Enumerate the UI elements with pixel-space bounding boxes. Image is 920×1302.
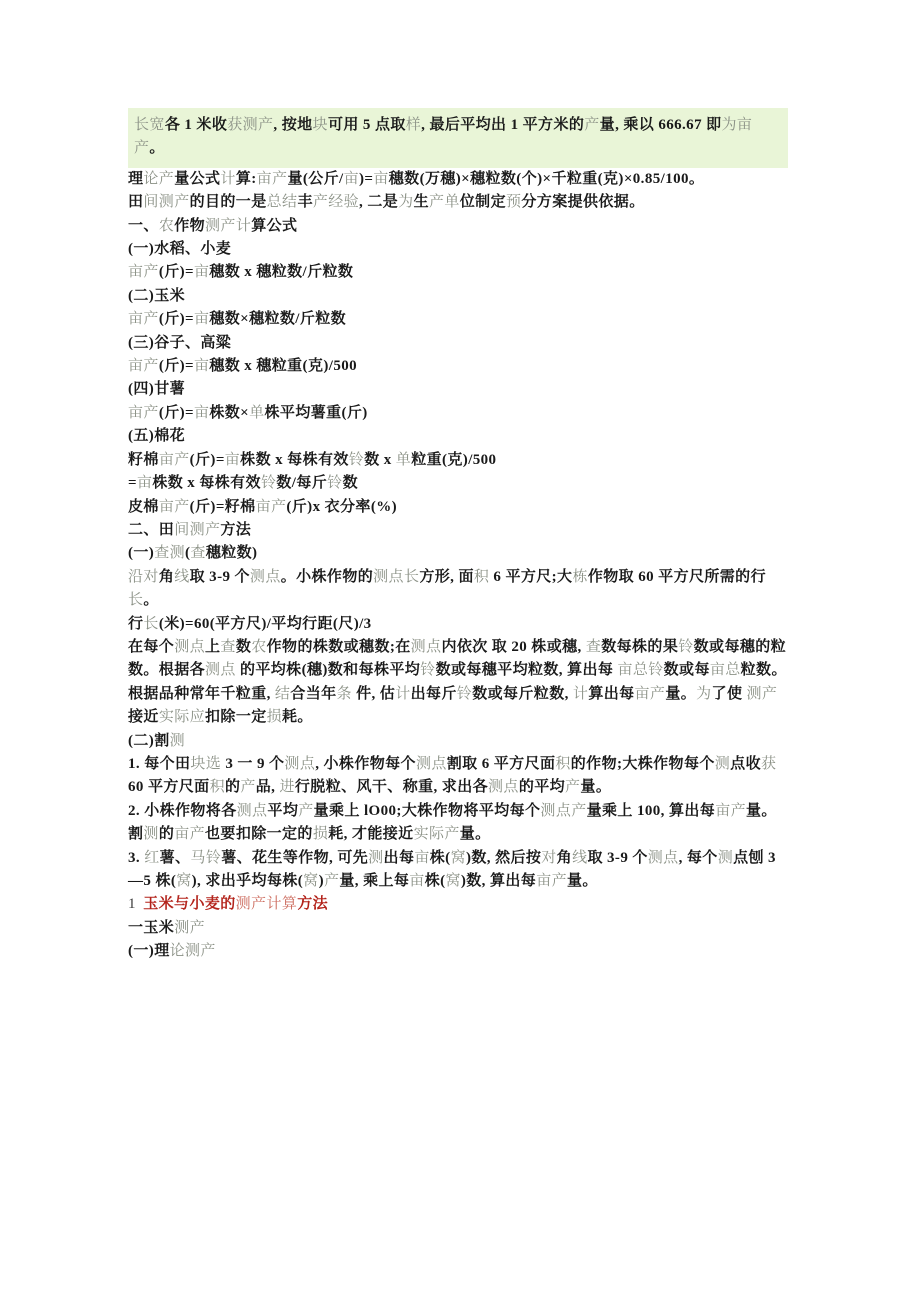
text-run: 量。 xyxy=(665,685,697,702)
text-run: 块 xyxy=(312,117,328,133)
text-run: )数, 然后按 xyxy=(465,849,542,866)
text-run: 亩 xyxy=(193,264,210,281)
text-run: 数 x xyxy=(364,451,396,468)
text-run: 窝 xyxy=(450,849,466,866)
text-run: 亩产 xyxy=(128,358,159,375)
text-run: 计 xyxy=(220,170,236,187)
text-run: 合当年 xyxy=(290,685,337,702)
text-run: 株平均薯重(斤) xyxy=(264,404,368,421)
text-run: 薯、 xyxy=(159,849,191,866)
text-run: 论产 xyxy=(143,170,175,187)
text-run: 测点 xyxy=(205,662,236,679)
text-run: 积 xyxy=(555,755,571,772)
text-run: 算出每 xyxy=(588,685,635,702)
text-run: 取 3-9 个 xyxy=(189,568,250,585)
text-run: 间测产 xyxy=(143,194,190,211)
text-run: 也要扣除一定的 xyxy=(205,826,313,843)
text-run: 量公式 xyxy=(174,170,221,187)
text-run: 的 xyxy=(158,826,175,843)
text-run: 测 xyxy=(143,826,159,843)
text-run: 量。 xyxy=(459,826,491,843)
text-run: 方法 xyxy=(297,896,329,913)
text-run: 皮棉 xyxy=(128,498,159,515)
text-run: 穗数×穗粒数/斤粒数 xyxy=(209,311,347,328)
text-run: 1. 每个田 xyxy=(128,755,191,772)
text-run: 条 xyxy=(336,685,352,702)
formula-rice-wheat xyxy=(128,261,788,284)
text-run: 出每斤 xyxy=(410,685,457,702)
text-run: 线 xyxy=(174,568,190,585)
row-length-formula xyxy=(128,613,788,636)
text-run: 各 1 米收 xyxy=(164,117,228,133)
text-run: 查 xyxy=(220,638,236,655)
text-run: 测点长 xyxy=(373,568,420,585)
text-run: 60 平方尺面 xyxy=(128,779,210,796)
text-run: 计 xyxy=(572,685,589,702)
text-run: 1 xyxy=(128,896,144,913)
formula-cotton-seed-2 xyxy=(128,472,788,495)
text-run: 计 xyxy=(395,685,411,702)
text-run: 理 xyxy=(128,170,144,187)
crop-millet-sorghum xyxy=(128,332,788,355)
text-run: 产 xyxy=(565,779,581,796)
section-one-heading xyxy=(128,215,788,238)
text-run: 亩产 xyxy=(128,404,159,421)
text-run: 测 xyxy=(714,755,731,772)
text-run: 平均 xyxy=(267,802,299,819)
text-run: 数或每斤粒数, xyxy=(472,685,573,702)
text-run: 测 xyxy=(368,849,384,866)
text-run: 取 3-9 个 xyxy=(587,849,648,866)
formula-millet-sorghum xyxy=(128,355,788,378)
text-run: 获 xyxy=(760,755,777,772)
text-run: 算: xyxy=(235,170,257,187)
text-run: 查测 xyxy=(154,545,186,562)
text-run: 窝 xyxy=(176,873,192,889)
text-run: )= xyxy=(359,170,374,187)
text-run: 铃 xyxy=(456,685,473,702)
text-run: 量乘上 100, 算出每 xyxy=(586,802,716,819)
text-run: 株数× xyxy=(209,404,250,421)
text-run: 田 xyxy=(128,194,144,211)
method-survey-para-2 xyxy=(128,636,788,730)
text-run: (五)棉花 xyxy=(128,428,185,445)
text-run: 扣除一定 xyxy=(205,709,267,726)
text-run: 为 xyxy=(398,194,414,211)
text-run: 点收 xyxy=(730,755,761,772)
text-run: 量, 乘上每 xyxy=(339,873,410,889)
text-run: 测点 xyxy=(174,638,206,655)
text-run: 3 一 9 个 xyxy=(221,755,285,772)
text-run: 损 xyxy=(312,826,329,843)
text-run: 实际产 xyxy=(413,826,460,843)
text-run: 亩 xyxy=(193,404,210,421)
text-run: , 按地 xyxy=(273,117,313,133)
text-run: 耗, 才能接近 xyxy=(328,826,414,843)
text-run: 亩 xyxy=(409,873,425,889)
text-run: 测产 xyxy=(746,685,778,702)
text-run: , 每个 xyxy=(678,849,718,866)
text-run: 亩 xyxy=(136,475,153,492)
text-run: 单 xyxy=(395,451,412,468)
text-run: (斤)=籽棉 xyxy=(189,498,256,515)
subheading-theoretical xyxy=(128,940,788,963)
text-run: (斤)= xyxy=(158,264,194,281)
text-run: 测产 xyxy=(174,919,206,936)
text-run: 数/每斤 xyxy=(276,475,328,492)
text-run: 3. xyxy=(128,849,145,866)
text-run: (一)水稻、小麦 xyxy=(128,241,232,258)
section-two-heading xyxy=(128,519,788,542)
text-run: 株( xyxy=(424,873,446,889)
text-run: 作物取 60 平方尺所需的行 xyxy=(587,568,766,585)
text-run: 红 xyxy=(144,849,160,866)
method-cut-heading xyxy=(128,730,788,753)
text-run: 上 xyxy=(205,638,221,655)
text-run: 量, 乘以 666.67 即 xyxy=(599,117,722,133)
text-run: ), 求出乎均每株( xyxy=(191,873,304,889)
text-run: 亩产 xyxy=(634,685,666,702)
text-run: 玉米与小麦的 xyxy=(143,896,236,913)
text-run: 测点 xyxy=(415,755,447,772)
text-run: 测产计 xyxy=(205,217,252,234)
text-run: 行脱粒、风干、称重, 求出各 xyxy=(294,779,488,796)
text-run: 量(公斤/ xyxy=(287,170,344,187)
text-run: 预 xyxy=(505,194,522,211)
text-run: 为 xyxy=(696,685,712,702)
theory-formula xyxy=(128,168,788,191)
text-run: 位制定 xyxy=(459,194,506,211)
text-run: 窝 xyxy=(303,873,319,889)
text-run: 亩产 xyxy=(174,826,206,843)
text-run: 测点 xyxy=(410,638,442,655)
intro-highlight xyxy=(128,108,788,168)
text-run: 株数 x 每株有效 xyxy=(240,451,349,468)
text-run: 测点 xyxy=(249,568,281,585)
text-run: 亩产 xyxy=(158,498,190,515)
text-run: 查 xyxy=(190,545,206,562)
text-run: 亩 xyxy=(193,311,210,328)
text-run: 铃 xyxy=(348,451,365,468)
text-run: 积 xyxy=(209,779,225,796)
text-run: 量。割 xyxy=(128,802,777,843)
text-run: 。 xyxy=(143,592,159,609)
text-run: 了使 xyxy=(711,685,747,702)
text-run: 数或每 xyxy=(663,662,710,679)
text-run: 。小株作物的 xyxy=(280,568,374,585)
text-run: 生 xyxy=(413,194,429,211)
text-run: 割取 6 平方尺面 xyxy=(446,755,556,772)
text-run: 产 xyxy=(323,873,340,889)
text-run: 接近 xyxy=(128,709,159,726)
text-run: 穗数 x 穗粒数/斤粒数 xyxy=(209,264,354,281)
text-run: 亩 xyxy=(224,451,241,468)
text-run: 块选 xyxy=(190,755,222,772)
text-run: 数每株的果 xyxy=(601,638,679,655)
text-run: 量。 xyxy=(580,779,612,796)
text-run: 间测产 xyxy=(174,521,221,538)
text-run: 品, xyxy=(255,779,280,796)
text-run: 产单 xyxy=(428,194,460,211)
subheading-corn xyxy=(128,917,788,940)
text-run: 长 xyxy=(128,592,144,609)
text-run: 铃 xyxy=(678,638,694,655)
method-cut-step-2 xyxy=(128,800,788,847)
text-run: 2. 小株作物将各 xyxy=(128,802,237,819)
text-run: 窝 xyxy=(445,873,461,889)
text-run: 亩总 xyxy=(709,662,741,679)
text-run: 单 xyxy=(249,404,265,421)
text-run: 薯、花生等作物, 可先 xyxy=(221,849,369,866)
text-run: 株数 x 每株有效 xyxy=(152,475,261,492)
text-run: 内依次 取 20 株或穗, xyxy=(441,638,586,655)
text-run: 量乘上 lO00;大株作物将平均每个 xyxy=(313,802,541,819)
text-run: 亩产 xyxy=(536,873,567,889)
text-run: 二、田 xyxy=(128,521,175,538)
text-run: 算公式 xyxy=(251,217,298,234)
text-run: , 最后平均出 1 平方米的 xyxy=(421,117,585,133)
text-run: , 小株作物每个 xyxy=(315,755,416,772)
text-run: , 二是 xyxy=(359,194,399,211)
text-run: 查 xyxy=(585,638,602,655)
text-run: (斤)= xyxy=(189,451,225,468)
text-run: (一) xyxy=(128,545,155,562)
text-run: 获测产 xyxy=(227,117,274,133)
formula-sweet-potato xyxy=(128,402,788,425)
text-run: 件, 估 xyxy=(351,685,396,702)
text-run: 在每个 xyxy=(128,638,175,655)
text-run: 样 xyxy=(405,117,422,133)
text-run: 粒重(克)/500 xyxy=(411,451,497,468)
text-run: 测点 xyxy=(488,779,519,796)
purpose-paragraph xyxy=(128,191,788,214)
text-run: 亩 xyxy=(193,358,210,375)
text-run: 总结 xyxy=(266,194,298,211)
text-run: 角 xyxy=(158,568,175,585)
text-run: 作物 xyxy=(174,217,206,234)
text-run: 的平均株(穗)数和每株平均 xyxy=(235,662,421,679)
text-run: 亩产 xyxy=(255,498,287,515)
text-run: 出每 xyxy=(383,849,415,866)
text-run: 长 xyxy=(143,615,159,632)
text-run: 产经验 xyxy=(312,194,360,211)
text-run: 产 xyxy=(298,802,314,819)
text-run: 长宽 xyxy=(134,117,165,133)
text-run: 对 xyxy=(541,849,557,866)
text-run: 积 xyxy=(473,568,490,585)
text-run: 进 xyxy=(279,779,295,796)
text-run: 的平均 xyxy=(518,779,566,796)
text-run: 亩总铃 xyxy=(617,662,664,679)
text-run: 测产计算 xyxy=(235,896,298,913)
text-run: 数或每穗平均粒数, 算出每 xyxy=(435,662,618,679)
text-run: 。 xyxy=(149,140,165,157)
text-run: 数 xyxy=(235,638,252,655)
text-run: ) xyxy=(318,873,324,889)
text-run: (斤)x 衣分率(%) xyxy=(286,498,398,515)
text-run: 的作物;大株作物每个 xyxy=(570,755,715,772)
text-run: 角 xyxy=(556,849,573,866)
text-run: 栋 xyxy=(572,568,588,585)
text-run: 铃 xyxy=(260,475,277,492)
crop-corn xyxy=(128,285,788,308)
text-run: 产 xyxy=(240,779,256,796)
text-run: (二)割 xyxy=(128,732,170,749)
document-content xyxy=(128,0,788,964)
text-run: 亩 xyxy=(373,170,389,187)
text-run: 铃 xyxy=(420,662,436,679)
chapter-heading-red xyxy=(128,893,788,916)
text-run: 可用 5 点取 xyxy=(327,117,406,133)
text-run: (三)谷子、高粱 xyxy=(128,334,232,351)
text-run: 农 xyxy=(251,638,267,655)
text-run: 损 xyxy=(266,709,283,726)
text-run: 点刨 3—5 株( xyxy=(128,849,776,889)
text-run: 作物的株数或穗数;在 xyxy=(266,638,411,655)
formula-cotton-seed xyxy=(128,449,788,472)
text-run: 粒数。根据品种常年千粒重, xyxy=(128,662,787,702)
method-survey-heading xyxy=(128,542,788,565)
text-run: (米)=60(平方尺)/平均行距(尺)/3 xyxy=(158,615,372,632)
text-run: 6 平方尺;大 xyxy=(489,568,573,585)
text-run: 沿对 xyxy=(128,568,159,585)
method-cut-step-3 xyxy=(128,847,788,894)
text-run: 数 xyxy=(342,475,358,492)
text-run: 测 xyxy=(717,849,734,866)
text-run: 一玉米 xyxy=(128,919,175,936)
text-run: 株( xyxy=(429,849,451,866)
text-run: 亩 xyxy=(343,170,360,187)
text-run: = xyxy=(128,475,137,492)
text-run: 方法 xyxy=(220,521,252,538)
formula-corn xyxy=(128,308,788,331)
text-run: 测 xyxy=(169,732,185,749)
text-run: 行 xyxy=(128,615,144,632)
crop-rice-wheat xyxy=(128,238,788,261)
text-run: 穗粒数) xyxy=(205,545,258,562)
method-survey-para-1 xyxy=(128,566,788,613)
text-run: 亩产 xyxy=(158,451,190,468)
text-run: (斤)= xyxy=(158,358,194,375)
text-run: 测点 xyxy=(647,849,679,866)
text-run: (斤)= xyxy=(158,404,194,421)
text-run: 一、 xyxy=(128,217,159,234)
text-run: 分方案提供依据。 xyxy=(521,194,645,211)
text-run: 亩产 xyxy=(256,170,288,187)
text-run: (二)玉米 xyxy=(128,287,185,304)
text-run: 耗。 xyxy=(282,709,313,726)
text-run: 测点 xyxy=(236,802,268,819)
text-run: 丰 xyxy=(297,194,313,211)
text-run: 亩产 xyxy=(715,802,746,819)
text-run: ( xyxy=(185,545,191,562)
formula-cotton-lint xyxy=(128,496,788,519)
text-run: 结 xyxy=(274,685,291,702)
text-run: 为亩产 xyxy=(134,117,753,157)
text-run: 产 xyxy=(584,117,600,133)
text-run: (一)理 xyxy=(128,943,170,960)
text-run: 论测产 xyxy=(169,943,216,960)
crop-sweet-potato xyxy=(128,378,788,401)
text-run: 籽棉 xyxy=(128,451,159,468)
text-run: 方形, 面 xyxy=(419,568,474,585)
text-run: 铃 xyxy=(327,475,343,492)
text-run: 亩产 xyxy=(128,311,159,328)
text-run: 线 xyxy=(572,849,588,866)
text-run: (四)甘薯 xyxy=(128,381,185,398)
text-run: 测点产 xyxy=(540,802,587,819)
text-run: )数, 算出每 xyxy=(460,873,537,889)
text-run: 马铃 xyxy=(190,849,222,866)
text-run: 穗数 x 穗粒重(克)/500 xyxy=(209,358,358,375)
text-run: 数或每穗的粒数。根据各 xyxy=(128,638,787,679)
text-run: 穗数(万穗)×穗粒数(个)×千粒重(克)×0.85/100。 xyxy=(388,170,705,187)
text-run: 实际应 xyxy=(158,709,206,726)
text-run: (斤)= xyxy=(158,311,194,328)
crop-cotton xyxy=(128,425,788,448)
text-run: 的 xyxy=(224,779,241,796)
method-cut-step-1 xyxy=(128,753,788,800)
text-run: 亩产 xyxy=(128,264,159,281)
text-run: 农 xyxy=(158,217,175,234)
text-run: 的目的一是 xyxy=(189,194,267,211)
text-run: 测点 xyxy=(284,755,316,772)
text-run: 量。 xyxy=(567,873,598,889)
text-run: 亩 xyxy=(414,849,430,866)
